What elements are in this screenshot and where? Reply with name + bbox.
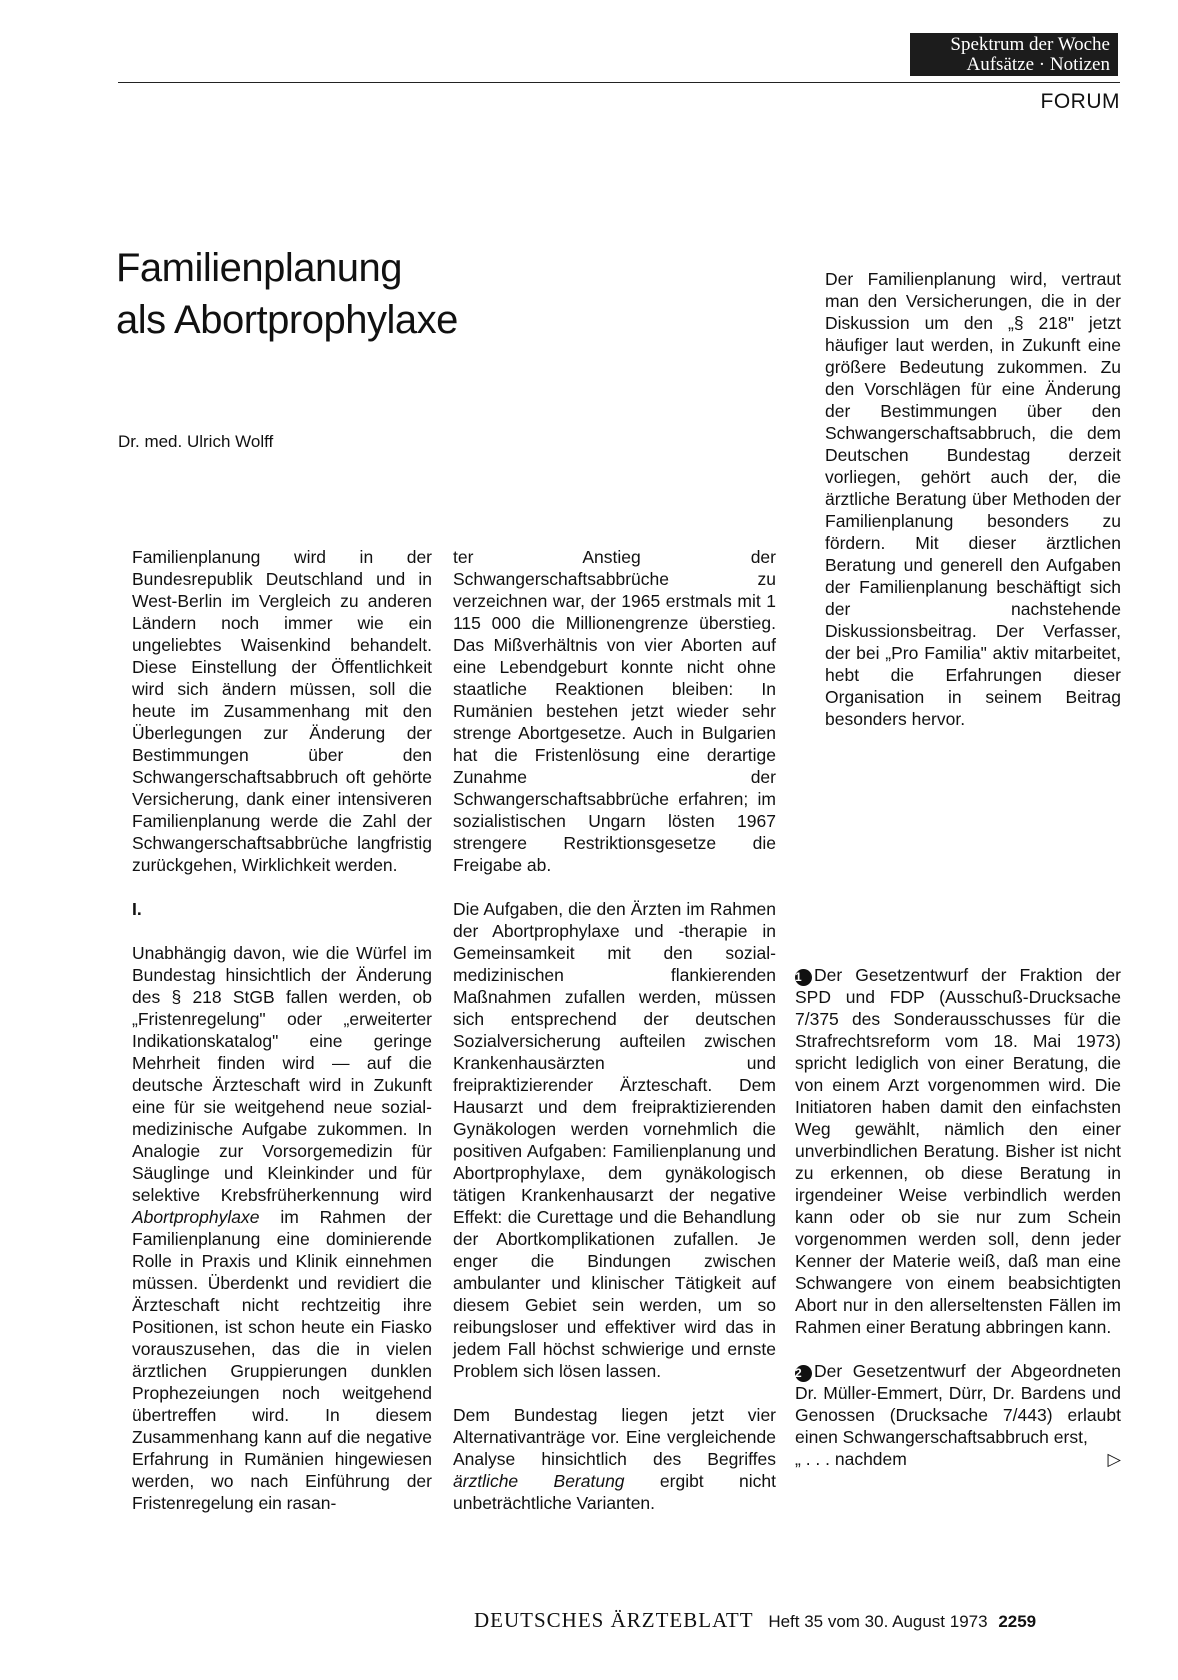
- emphasis: ärztliche Beratung: [453, 1471, 625, 1491]
- section-badge: [910, 33, 1118, 76]
- paragraph: Dem Bundestag liegen jetzt vier Alternativanträge vor. Eine vergleichende Analyse hinsichtlich des Begriffes ärztliche Beratung ergibt nicht unbeträchtliche Varianten.: [453, 1405, 776, 1513]
- title-line-1: Familienplanung: [116, 246, 403, 290]
- badge-line-1: Spektrum der Woche: [950, 34, 1110, 55]
- paragraph: Familienplanung wird in der Bundesrepublik Deutschland und in West-Berlin im Vergleich zu anderen Ländern noch immer wie ein ungeliebtes Waisenkind behandelt. Diese Einstellung der Öffentlichkeit wird sich ändern müssen, soll die heute im Zusammenhang mit den Überlegungen zur Änderung der Bestimmungen über den Schwangerschaftsabbruch oft gehörte Versicherung, dank einer intensiveren Familienplanung werde die Zahl der Schwangerschaftsabbrüche langfristig zurückgehen, Wirklichkeit werden.: [132, 547, 432, 875]
- page-number: 2259: [998, 1612, 1037, 1631]
- title-line-2: als Abortprophylaxe: [116, 298, 458, 342]
- number-circle-icon: 1: [795, 969, 812, 986]
- journal-name: DEUTSCHES ÄRZTEBLATT: [474, 1608, 754, 1632]
- paragraph: Unabhängig davon, wie die Würfel im Bundestag hinsichtlich der Änderung des § 218 StGB fallen werden, ob „Fristenregelung" oder „erweiterter Indikationskatalog" eine geringe Mehrheit finden wird — auf die deutsche Ärzteschaft wird in Zukunft eine für sie weitgehend neue sozial-medizinische Aufgabe zukommen. In Analogie zur Vorsorgemedizin für Säuglinge und Kleinkinder und für selektive Krebsfrüherkennung wird Abortprophylaxe im Rahmen der Familienplanung eine dominierende Rolle in Praxis und Klinik einnehmen müssen. Überdenkt und revidiert die Ärzteschaft nicht rechtzeitig ihre Positionen, ist schon heute ein Fiasko vorauszusehen, das die in vielen ärztlichen Gruppierungen dunklen Prophezeiungen noch weitgehend übertreffen wird. In diesem Zusammenhang kann auf die negative Erfahrung in Rumänien hingewiesen werden, wo nach Einführung der Fristenregelung ein rasan-: [132, 943, 432, 1513]
- list-item: 1 Der Gesetzentwurf der Fraktion der SPD und FDP (Ausschuß-Drucksache 7/375 des Sonderausschusses für die Strafrechtsreform vom 18. Mai 1973) spricht lediglich von einer Beratung, die von einem Arzt vorgenommen wird. Die Initiatoren haben damit den einfachsten Weg gewählt, nämlich den einer unverbindlichen Beratung. Bisher ist nicht zu erkennen, ob diese Beratung in irgendeiner Weise verbindlich werden kann oder ob sie nur zum Schein vorgenommen werden soll, denn jeder Kenner der Materie weiß, daß man eine Schwangere von einem beabsichtigten Abort nur in den allerseltensten Fällen im Rahmen einer Beratung abbringen kann.: [795, 965, 1121, 1337]
- page-footer: [474, 1608, 1036, 1633]
- continued-line: „ . . . nachdem ▷: [795, 1449, 1121, 1469]
- column-3-intro: [825, 268, 1121, 730]
- section-heading: I.: [132, 899, 142, 919]
- article-author: Dr. med. Ulrich Wolff: [118, 432, 274, 451]
- paragraph: Die Aufgaben, die den Ärzten im Rahmen der Abortprophylaxe und -therapie in Gemeinsamkeit mit den sozial-medizinischen flankierenden Maßnahmen zufallen werden, müssen sich entsprechend der deutschen Sozialversicherung aufteilen zwischen Krankenhausärzten und freipraktizierender Ärzteschaft. Dem Hausarzt und dem freipraktizierenden Gynäkologen werden vornehmlich die positiven Aufgaben: Familienplanung und Abortprophylaxe, dem gynäkologisch tätigen Krankenhausarzt der negative Effekt: die Curettage und die Behandlung der Abortkomplikationen zufallen. Je enger die Bindungen zwischen ambulanter und klinischer Tätigkeit auf diesem Gebiet sein werden, um so reibungsloser und effektiver wird das in jedem Fall höchst schwierige und ernste Problem sich lösen lassen.: [453, 899, 776, 1381]
- section-label: FORUM: [1040, 90, 1120, 113]
- column-1: [132, 546, 432, 1514]
- intro-paragraph: Der Familienplanung wird, vertraut man den Versicherungen, die in der Diskussion um den „§ 218" jetzt häufiger laut werden, in Zukunft eine größere Bedeutung zukommen. Zu den Vorschlägen für eine Änderung der Bestimmungen über den Schwangerschaftsabbruch, die dem Deutschen Bundestag derzeit vorliegen, gehört auch der, die ärztliche Beratung über Methoden der Familienplanung besonders zu fördern. Mit dieser ärztlichen Beratung und generell den Aufgaben der Familienplanung beschäftigt sich der nachstehende Diskussionsbeitrag. Der Verfasser, der bei „Pro Familia" aktiv mitarbeitet, hebt die Erfahrungen dieser Organisation in seinem Beitrag besonders hervor.: [825, 269, 1121, 729]
- list-item: 2 Der Gesetzentwurf der Abgeordneten Dr. Müller-Emmert, Dürr, Dr. Bardens und Genossen (Drucksache 7/443) erlaubt einen Schwangerschaftsabbruch erst,: [795, 1361, 1121, 1447]
- header-rule: [118, 82, 1120, 83]
- paragraph: ter Anstieg der Schwangerschaftsabbrüche zu verzeichnen war, der 1965 erstmals mit 1 115 000 die Millionengrenze überstieg. Das Mißverhältnis von vier Aborten auf eine Lebendgeburt konnte nicht ohne staatliche Reaktionen bleiben: In Rumänien bestehen jetzt wieder sehr strenge Abortgesetze. Auch in Bulgarien hat die Fristenlösung eine derartige Zunahme der Schwangerschaftsabbrüche erfahren; im sozialistischen Ungarn lösten 1967 strengere Restriktionsgesetze die Freigabe ab.: [453, 547, 776, 875]
- column-2: [453, 546, 776, 1514]
- badge-line-2: Aufsätze · Notizen: [966, 54, 1110, 75]
- issue-info: Heft 35 vom 30. August 1973: [768, 1612, 988, 1631]
- article-title: [116, 242, 458, 346]
- number-circle-icon: 2: [795, 1365, 812, 1382]
- column-3-list: [795, 964, 1121, 1470]
- emphasis: Abortprophylaxe: [132, 1207, 260, 1227]
- continue-arrow-icon: ▷: [1107, 1449, 1121, 1469]
